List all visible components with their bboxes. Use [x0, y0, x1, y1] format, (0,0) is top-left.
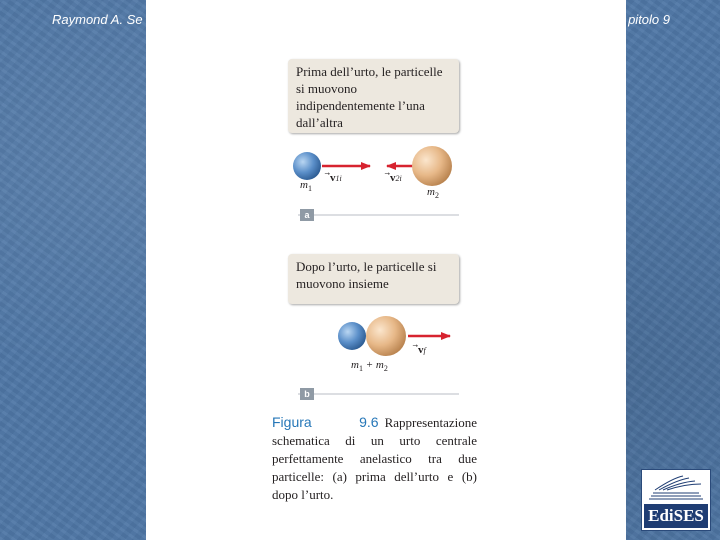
panel-tag-b: b — [300, 388, 314, 400]
panel-tag-a: a — [300, 209, 314, 221]
figure-panel — [146, 0, 626, 540]
logo-text: EdiSES — [644, 504, 708, 528]
particle-m2-before — [412, 146, 452, 186]
particle-m1-before — [293, 152, 321, 180]
figure-number: Figura 9.6 — [272, 414, 379, 430]
header-author: Raymond A. Se — [52, 12, 143, 27]
particle-m2-after — [366, 316, 406, 356]
mass-label-m2: $m_2$ — [427, 186, 439, 201]
mass-label-m1: $m_1$ — [300, 179, 312, 194]
velocity-label-vf: vf — [418, 344, 426, 356]
figure-caption — [272, 413, 477, 504]
header-chapter: pitolo 9 — [628, 12, 670, 27]
edises-logo — [641, 469, 711, 531]
particle-m1-after — [338, 322, 366, 350]
mass-label-combined: $m_1 + m_2$ — [351, 359, 388, 374]
velocity-label-v2i: v2i — [390, 172, 402, 184]
caption-text: Rappresentazione schematica di un urto centrale perfettamente anelastico tra due particelle: (a) prima dell’urto e (b) dopo l’urto. — [272, 415, 477, 502]
book-icon — [643, 472, 709, 506]
callout-after-collision: Dopo l’urto, le particelle si muovono insieme — [288, 254, 459, 304]
velocity-label-v1i: v1i — [330, 172, 342, 184]
callout-before-collision: Prima dell’urto, le particelle si muovono indipendentemente l’una dall’altra — [288, 59, 459, 133]
